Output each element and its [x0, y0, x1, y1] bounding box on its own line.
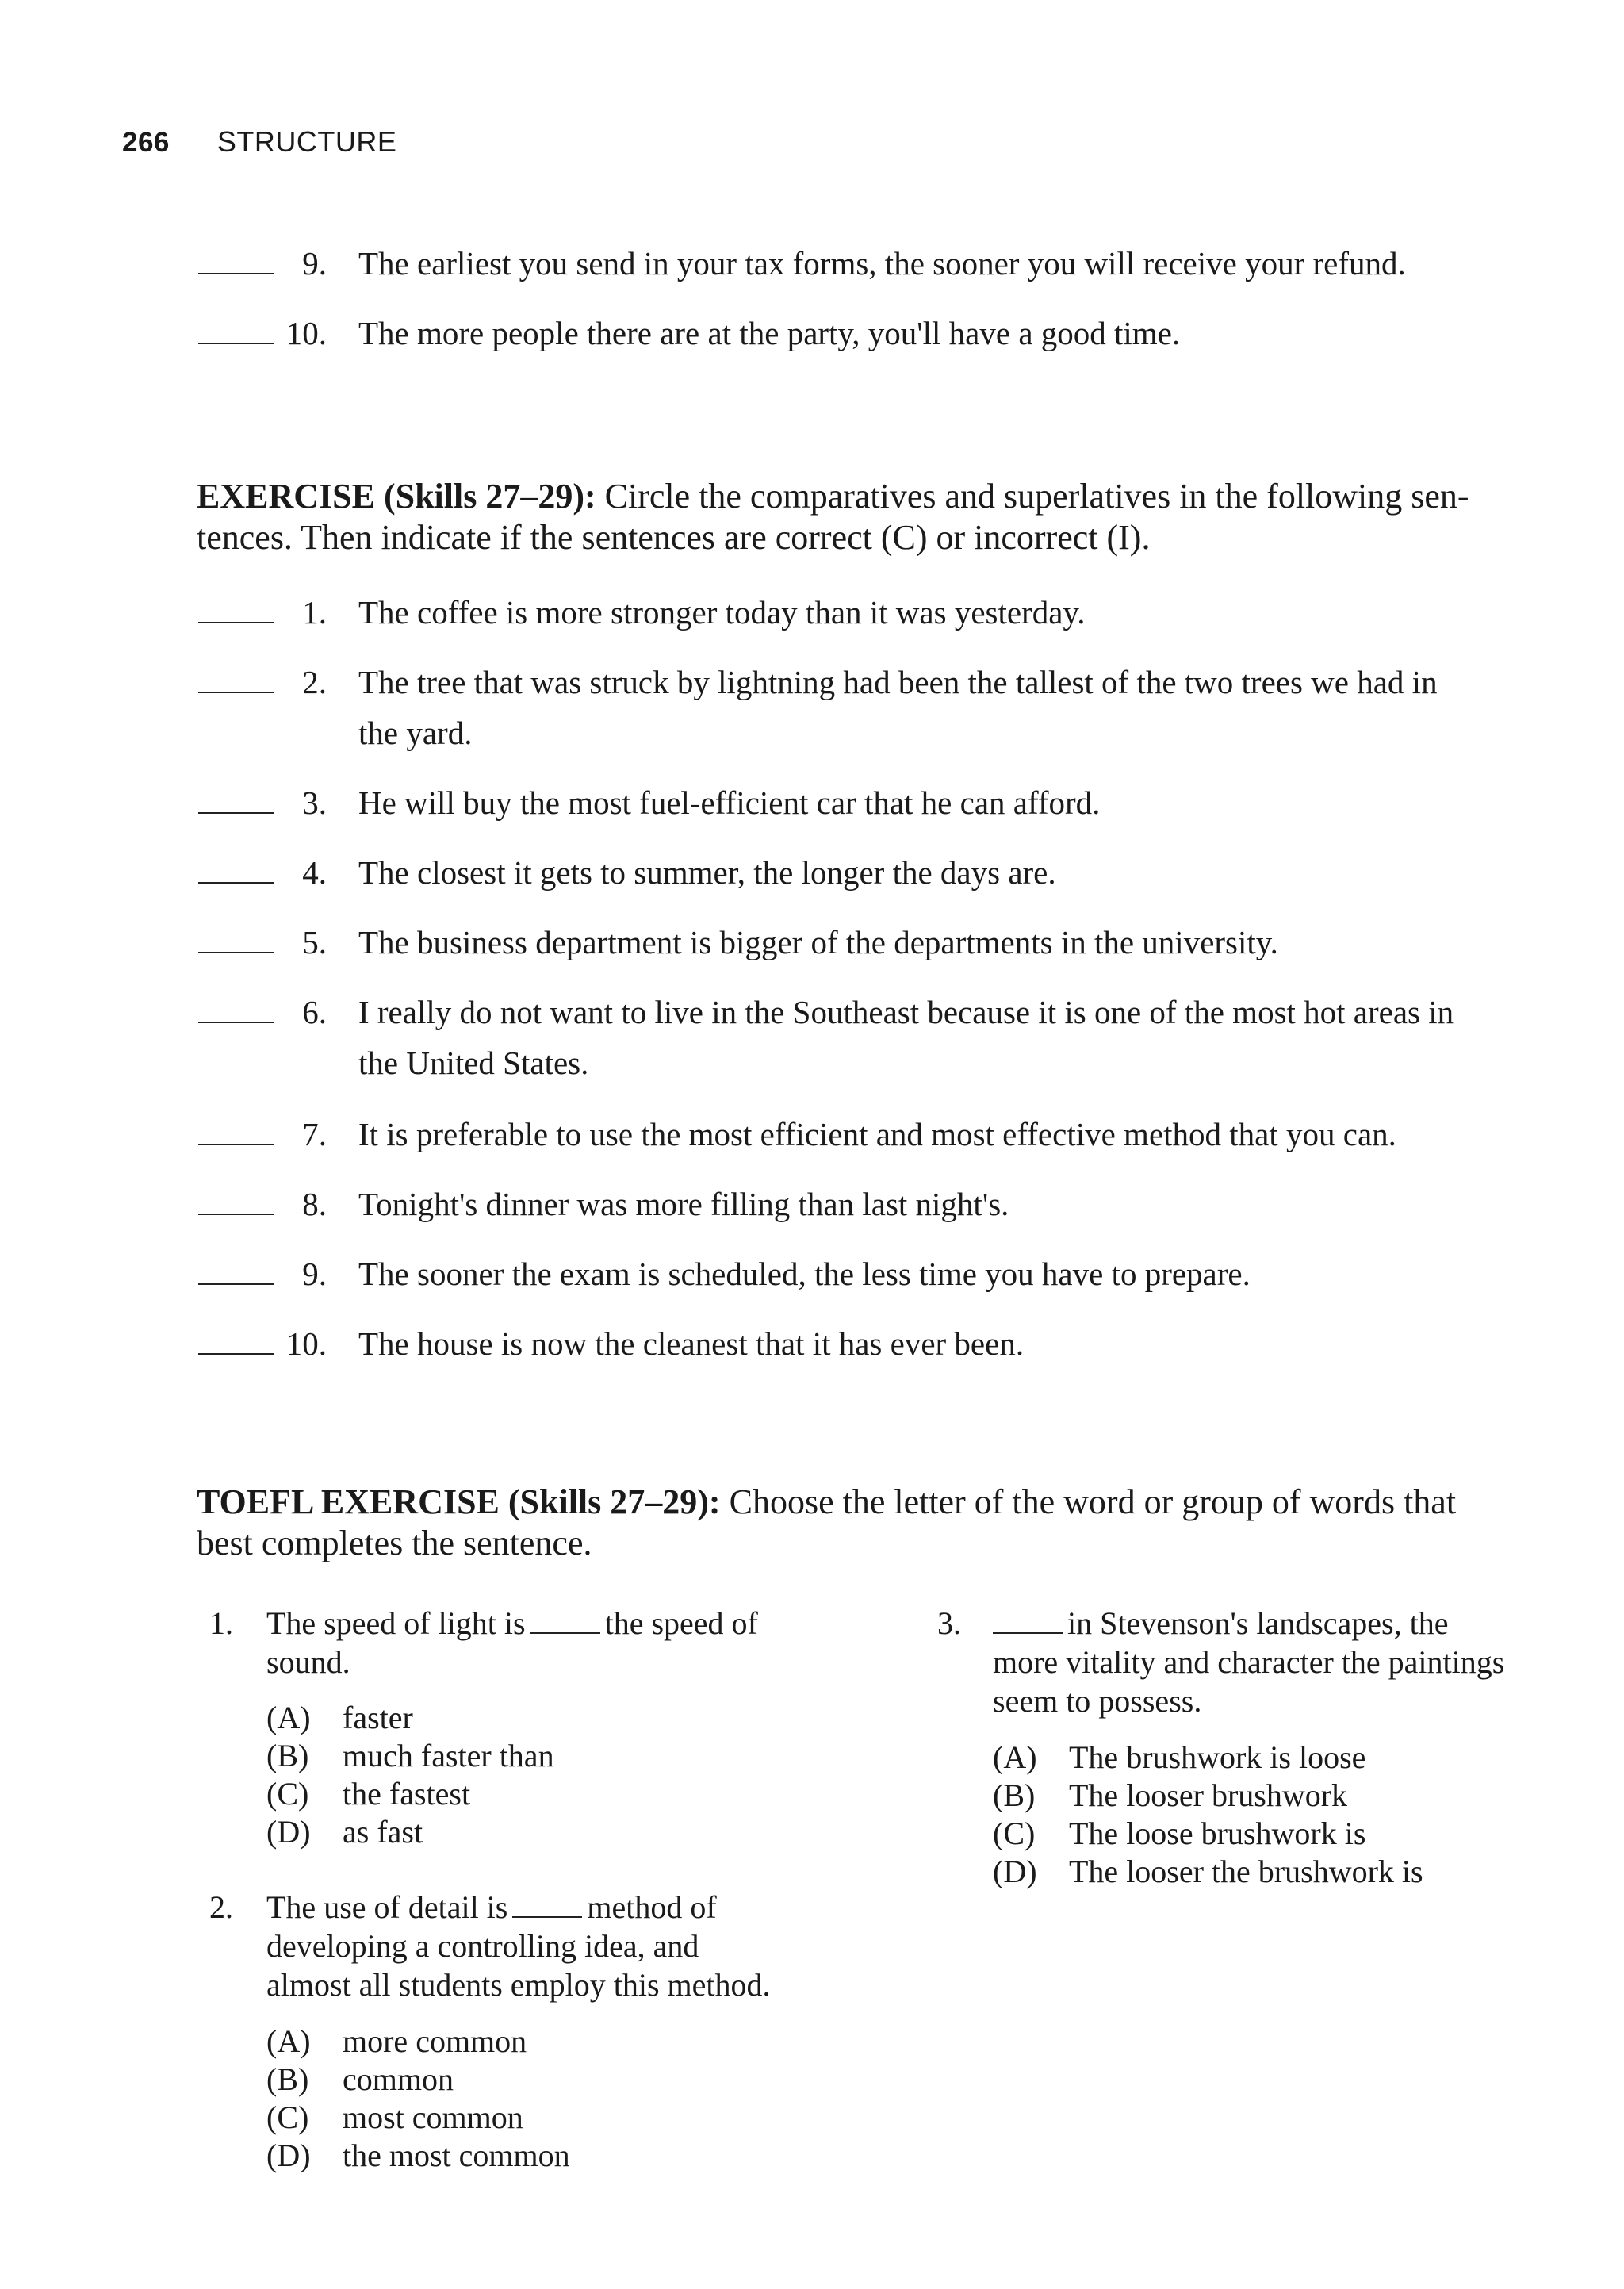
item-text-line: the yard. [358, 715, 473, 751]
option-text: The brushwork is loose [1069, 1739, 1366, 1775]
item-text: The more people there are at the party, you'll have a good time. [358, 315, 1181, 351]
answer-blank[interactable] [198, 692, 274, 693]
item-text-line: I really do not want to live in the Southeast because it is one of the most hot areas in [358, 994, 1454, 1030]
item-text-line: The tree that was struck by lightning had been the tallest of the two trees we had in [358, 664, 1438, 700]
item-number: 10. [285, 315, 327, 351]
question-stem-line: sound. [266, 1644, 350, 1680]
option-letter: (D) [266, 2138, 311, 2173]
toefl-heading [197, 1482, 1575, 1564]
item-number: 2. [302, 664, 327, 700]
item-text: The sooner the exam is scheduled, the less time you have to prepare. [358, 1256, 1251, 1292]
option-letter: (D) [266, 1814, 311, 1850]
option-letter: (A) [993, 1739, 1037, 1775]
item-text: He will buy the most fuel-efficient car that he can afford. [358, 784, 1101, 821]
item-number: 6. [302, 994, 327, 1030]
answer-blank[interactable] [198, 812, 274, 814]
exercise-title: EXERCISE (Skills 27–29): [197, 477, 596, 516]
stem-text: The speed of light is [266, 1605, 526, 1641]
item-text: The coffee is more stronger today than it was yesterday. [358, 594, 1086, 631]
option-text: the most common [343, 2138, 570, 2173]
item-number: 9. [302, 1256, 327, 1292]
item-text: It is preferable to use the most efficient and most effective method that you can. [358, 1116, 1396, 1152]
item-text: The business department is bigger of the departments in the university. [358, 924, 1278, 960]
answer-blank[interactable] [198, 1283, 274, 1285]
stem-text: the speed of [604, 1605, 758, 1641]
option-text: The looser brushwork [1069, 1777, 1348, 1813]
question-stem-line: seem to possess. [993, 1683, 1202, 1719]
item-number: 1. [302, 594, 327, 631]
answer-blank[interactable] [198, 273, 274, 274]
answer-blank[interactable] [198, 1144, 274, 1145]
item-number: 10. [285, 1325, 327, 1362]
stem-text: in Stevenson's landscapes, the [1067, 1605, 1449, 1641]
question-stem-line [266, 1604, 758, 1643]
option-letter: (A) [266, 2023, 311, 2059]
item-number: 3. [302, 784, 327, 821]
option-letter: (C) [266, 2099, 309, 2135]
option-letter: (B) [266, 2061, 309, 2097]
option-letter: (D) [993, 1854, 1037, 1889]
option-text: The loose brushwork is [1069, 1815, 1366, 1851]
section-title: STRUCTURE [216, 125, 397, 158]
option-letter: (B) [266, 1738, 309, 1773]
question-blank[interactable] [530, 1631, 600, 1634]
option-text: as fast [343, 1814, 423, 1850]
stem-text: The use of detail is [266, 1889, 508, 1925]
answer-blank[interactable] [198, 1353, 274, 1355]
question-stem-line [266, 1888, 771, 1927]
question-stem [266, 1604, 758, 1681]
question-stem-line [993, 1604, 1504, 1643]
item-number: 9. [302, 245, 327, 282]
question-stem [993, 1604, 1504, 1720]
question-number: 3. [937, 1605, 961, 1641]
answer-blank[interactable] [198, 622, 274, 623]
question-number: 1. [209, 1605, 233, 1641]
item-text [358, 987, 1580, 1088]
item-text: The earliest you send in your tax forms, the sooner you will receive your refund. [358, 245, 1406, 282]
item-number: 5. [302, 924, 327, 960]
option-letter: (B) [993, 1777, 1036, 1813]
option-text: most common [343, 2099, 523, 2135]
question-stem [266, 1888, 771, 2004]
question-stem-line: almost all students employ this method. [266, 1967, 771, 2003]
item-number: 4. [302, 854, 327, 891]
exercise-heading [197, 476, 1575, 558]
item-number: 8. [302, 1186, 327, 1222]
question-stem-line: more vitality and character the paintings [993, 1644, 1505, 1680]
item-number: 7. [302, 1116, 327, 1152]
answer-blank[interactable] [198, 1022, 274, 1023]
exercise-instructions-line1: Circle the comparatives and superlatives in the following sen- [604, 477, 1469, 516]
item-text: Tonight's dinner was more filling than last night's. [358, 1186, 1009, 1222]
item-text: The house is now the cleanest that it has ever been. [358, 1325, 1025, 1362]
toefl-instructions-line1: Choose the letter of the word or group of words that [729, 1482, 1457, 1521]
option-text: the fastest [343, 1776, 471, 1812]
toefl-instructions-line2: best completes the sentence. [197, 1524, 592, 1562]
answer-blank[interactable] [198, 882, 274, 884]
option-letter: (C) [993, 1815, 1036, 1851]
stem-text: method of [587, 1889, 717, 1925]
item-text-line: the United States. [358, 1045, 589, 1081]
question-blank[interactable] [993, 1631, 1063, 1634]
option-text: much faster than [343, 1738, 554, 1773]
answer-blank[interactable] [198, 952, 274, 953]
question-number: 2. [209, 1889, 233, 1925]
option-letter: (C) [266, 1776, 309, 1812]
answer-blank[interactable] [198, 1214, 274, 1215]
item-text: The closest it gets to summer, the longer the days are. [358, 854, 1056, 891]
exercise-instructions-line2: tences. Then indicate if the sentences are correct (C) or incorrect (I). [197, 518, 1151, 557]
question-blank[interactable] [512, 1915, 582, 1918]
option-text: faster [343, 1700, 413, 1735]
item-text [358, 657, 1580, 758]
page-number: 266 [122, 127, 170, 158]
answer-blank[interactable] [198, 343, 274, 344]
option-text: The looser the brushwork is [1069, 1854, 1423, 1889]
option-letter: (A) [266, 1700, 311, 1735]
option-text: common [343, 2061, 454, 2097]
toefl-title: TOEFL EXERCISE (Skills 27–29): [197, 1482, 721, 1521]
question-stem-line: developing a controlling idea, and [266, 1928, 699, 1964]
option-text: more common [343, 2023, 527, 2059]
running-head [122, 125, 396, 159]
